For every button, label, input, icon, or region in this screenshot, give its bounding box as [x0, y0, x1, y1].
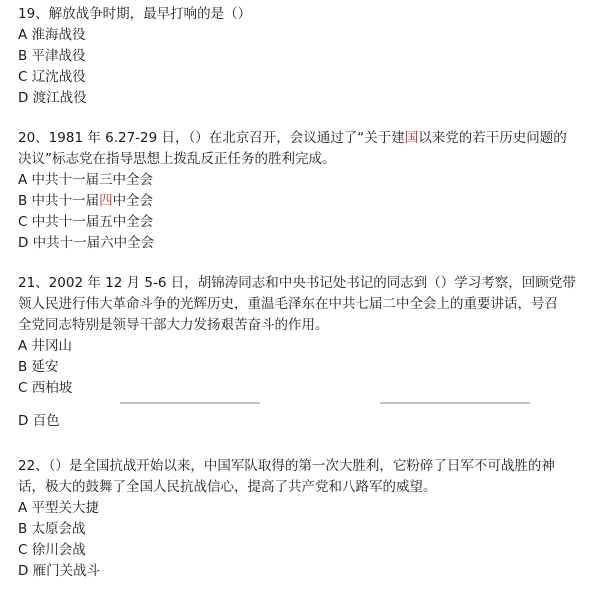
question-21-stem-line-1: 21、2002 年 12 月 5-6 日，胡锦涛同志和中央书记处书记的同志到（）学习考察，回顾党带 [18, 275, 576, 291]
question-22-option-c: C 徐川会战 [18, 542, 86, 558]
question-21-option-b: B 延安 [18, 359, 59, 375]
question-20-option-a: A 中共十一届三中全会 [18, 172, 154, 188]
question-21-stem-line-2: 领人民进行伟大革命斗争的光辉历史，重温毛泽东在中共七届二中全会上的重要讲话，号召 [18, 296, 558, 312]
question-19-option-c: C 辽沈战役 [18, 69, 86, 85]
question-22-option-a: A 平型关大捷 [18, 500, 100, 516]
question-21 [18, 273, 598, 432]
question-20 [18, 128, 598, 254]
question-20-stem-line-2: 决议”标志党在指导思想上拨乱反正任务的胜利完成。 [18, 151, 336, 167]
question-21-option-a: A 井冈山 [18, 338, 73, 354]
question-20-option-b: B 中共十一届四中全会 [18, 193, 154, 209]
question-19-stem: 19、解放战争时期，最早打响的是（） [18, 6, 252, 22]
question-22-stem-line-1: 22、（）是全国抗战开始以来，中国军队取得的第一次大胜利，它粉碎了日军不可战胜的神 [18, 458, 555, 474]
question-19-option-b: B 平津战役 [18, 48, 86, 64]
question-22 [18, 456, 598, 582]
question-20-stem-line-1: 20、1981 年 6.27-29 日，（）在北京召开，会议通过了“关于建国以来党的若干历史问题的 [18, 130, 567, 146]
question-21-option-d: D 百色 [18, 413, 60, 429]
question-22-option-b: B 太原会战 [18, 521, 86, 537]
question-19-option-d: D 渡江战役 [18, 90, 87, 106]
question-22-option-d: D 雁门关战斗 [18, 563, 101, 579]
scan-artifact-1 [120, 402, 260, 404]
question-20-option-d: D 中共十一届六中全会 [18, 235, 155, 251]
question-19 [18, 4, 598, 109]
question-19-option-a: A 淮海战役 [18, 27, 86, 43]
question-21-option-c: C 西柏坡 [18, 380, 73, 396]
scan-artifact-2 [380, 402, 530, 404]
question-21-stem-line-3: 全党同志特别是领导干部大力发扬艰苦奋斗的作用。 [18, 317, 329, 333]
question-20-option-c: C 中共十一届五中全会 [18, 214, 154, 230]
question-22-stem-line-2: 话，极大的鼓舞了全国人民抗战信心，提高了共产党和八路军的威望。 [18, 479, 437, 495]
